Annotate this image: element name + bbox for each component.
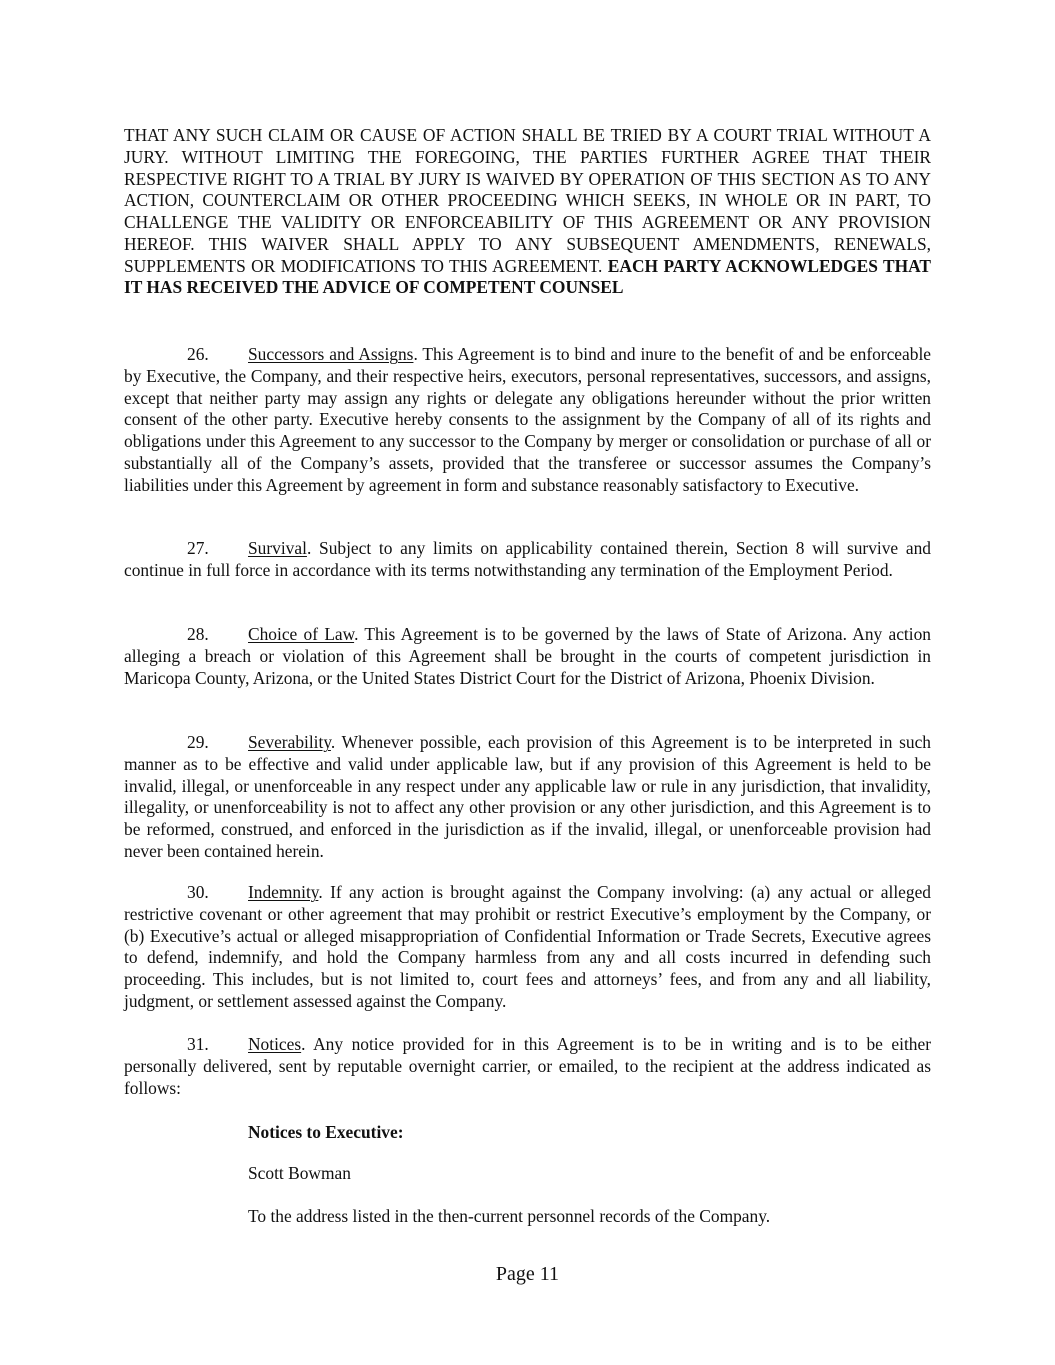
notice-recipient-name: Scott Bowman <box>248 1163 351 1183</box>
section-number: 26. <box>187 344 209 364</box>
section-heading: Indemnity <box>248 882 319 902</box>
section-heading: Notices <box>248 1034 302 1054</box>
section-28 <box>124 624 931 689</box>
section-body: . If any action is brought against the Company involving: (a) any actual or alleged restrictive covenant or other agreement that may prohibit or restrict Executive’s employment by the Company, or (b) Executive’s actual or alleged misappropriation of Confidential Information or Trade Secrets, Executive agrees to defend, indemnify, and hold the Company harmless from any and all costs incurred in defending such proceeding. This includes, but is not limited to, court fees and attorneys’ fees, and from any and all liability, judgment, or settlement assessed against the Company. <box>124 882 931 1011</box>
section-30 <box>124 882 931 1013</box>
section-heading: Successors and Assigns <box>248 344 414 364</box>
section-number: 29. <box>187 732 209 752</box>
page-number: Page 11 <box>495 1263 560 1285</box>
section-number: 27. <box>187 538 209 558</box>
section-number: 30. <box>187 882 209 902</box>
section-body: . This Agreement is to be governed by the laws of State of Arizona. Any action alleging a breach or violation of this Agreement shall be brought in the courts of competent jurisdiction in Maricopa County, Arizona, or the United States District Court for the District of Arizona, Phoenix Division. <box>124 624 931 688</box>
section-heading: Survival <box>248 538 307 558</box>
section-number: 31. <box>187 1034 209 1054</box>
section-26 <box>124 344 931 496</box>
section-heading: Severability <box>248 732 331 752</box>
section-27 <box>124 538 931 582</box>
section-body: . This Agreement is to bind and inure to the benefit of and be enforceable by Executive, the Company, and their respective heirs, executors, personal representatives, successors, and assigns, except that neither party may assign any rights or delegate any obligations hereunder without the prior written consent of the other party. Executive hereby consents to the assignment by the Company of all of its rights and obligations under this Agreement to any successor to the Company by merger or consolidation or purchase of all or substantially all of the Company’s assets, provided that the transferee or successor assumes the Company’s liabilities under this Agreement by agreement in form and substance reasonably satisfactory to Executive. <box>124 344 931 495</box>
section-heading: Choice of Law <box>248 624 355 644</box>
section-body: . Subject to any limits on applicability contained therein, Section 8 will survive and continue in full force in accordance with its terms notwithstanding any termination of the Employment Period. <box>124 538 931 580</box>
jury-waiver-text: THAT ANY SUCH CLAIM OR CAUSE OF ACTION SHALL BE TRIED BY A COURT TRIAL WITHOUT A JURY. WITHOUT LIMITING THE FOREGOING, THE PARTIES FURTHER AGREE THAT THEIR RESPECTIVE RIGHT TO A TRIAL BY JURY IS WAIVED BY OPERATION OF THIS SECTION AS TO ANY ACTION, COUNTERCLAIM OR OTHER PROCEEDING WHICH SEEKS, IN WHOLE OR IN PART, TO CHALLENGE THE VALIDITY OR ENFORCEABILITY OF THIS AGREEMENT OR ANY PROVISION HEREOF. THIS WAIVER SHALL APPLY TO ANY SUBSEQUENT AMENDMENTS, RENEWALS, SUPPLEMENTS OR MODIFICATIONS TO THIS AGREEMENT. <box>124 125 931 276</box>
notices-heading: Notices to Executive: <box>248 1122 404 1142</box>
section-body: . Whenever possible, each provision of this Agreement is to be interpreted in such manner as to be effective and valid under applicable law, but if any provision of this Agreement is held to be invalid, illegal, or unenforceable in any respect under any applicable law or rule in any jurisdiction, that invalidity, illegality, or unenforceability is not to affect any other provision or any other jurisdiction, and this Agreement is to be reformed, construed, and enforced in the jurisdiction as if the invalid, illegal, or unenforceable provision had never been contained herein. <box>124 732 931 861</box>
section-number: 28. <box>187 624 209 644</box>
jury-waiver-paragraph <box>124 125 931 299</box>
section-31 <box>124 1034 931 1099</box>
notice-recipient-address: To the address listed in the then-current personnel records of the Company. <box>248 1206 771 1226</box>
section-body: . Any notice provided for in this Agreement is to be in writing and is to be either personally delivered, sent by reputable overnight carrier, or emailed, to the recipient at the address indicated as follows: <box>124 1034 931 1098</box>
section-29 <box>124 732 931 863</box>
jury-waiver-bold-text: EACH PARTY ACKNOWLEDGES THAT IT HAS RECEIVED THE ADVICE OF COMPETENT COUNSEL <box>124 255 931 298</box>
